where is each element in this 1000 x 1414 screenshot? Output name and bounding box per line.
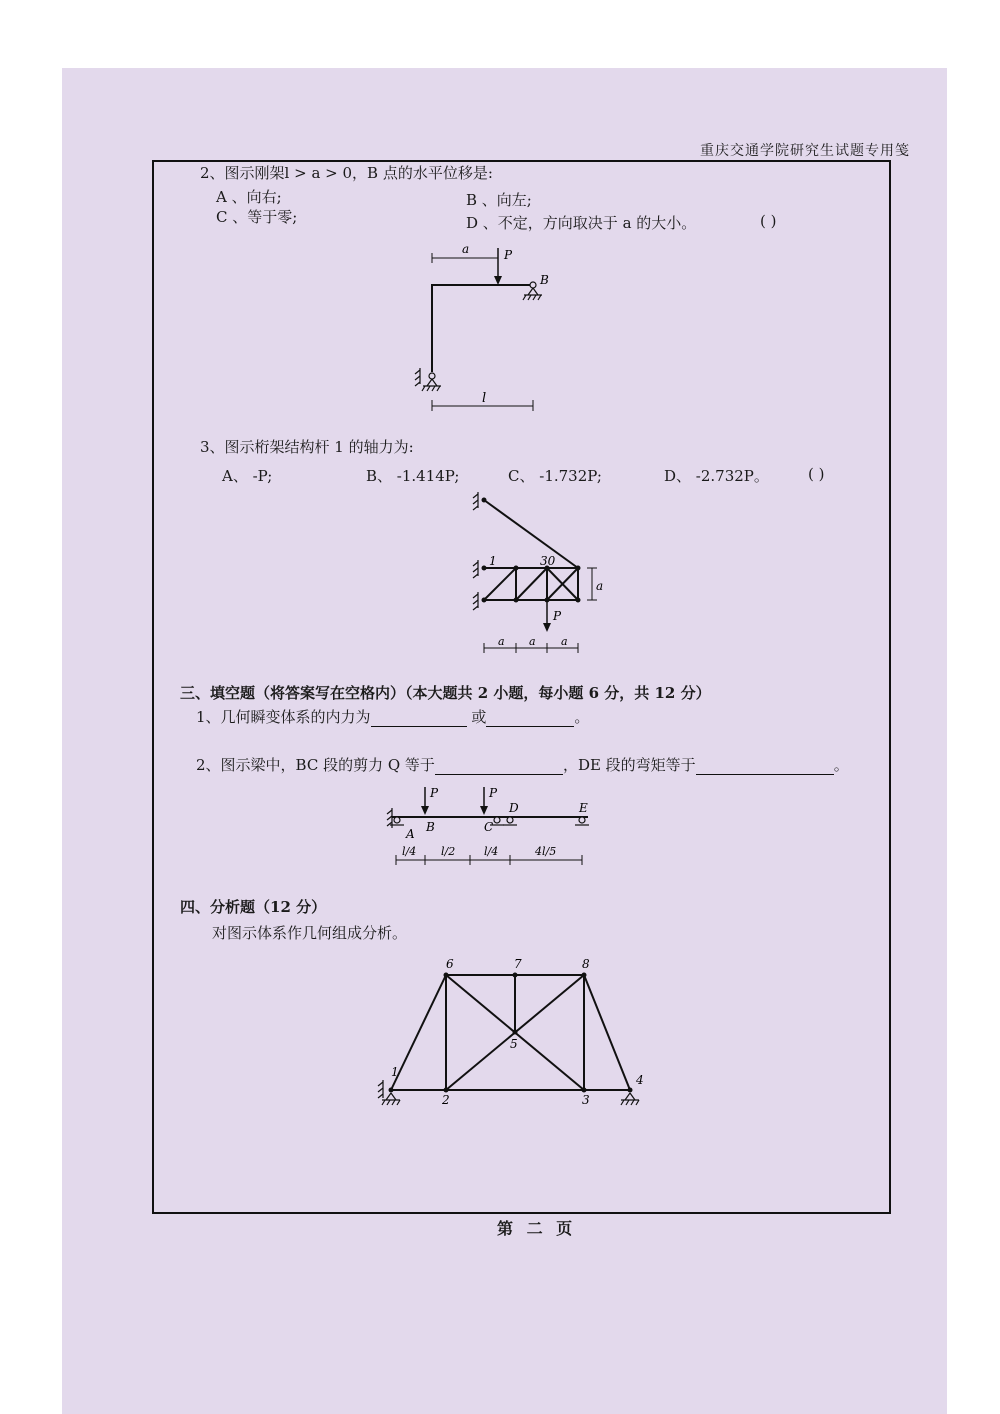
q2-answer-paren: ( ) — [760, 212, 777, 230]
section3-q1-or: 或 — [471, 708, 487, 726]
q2-option-d: D 、不定，方向取决于 a 的大小。 — [466, 214, 697, 232]
node-4: 4 — [636, 1073, 644, 1087]
node-3: 3 — [582, 1093, 590, 1107]
node-7: 7 — [514, 957, 522, 971]
label-p: P — [553, 609, 562, 623]
section3-q1-end: 。 — [574, 708, 590, 726]
label-member-1: 1 — [489, 554, 497, 568]
section3-q2-mid: ，DE 段的弯矩等于 — [562, 756, 696, 774]
node-2: 2 — [442, 1093, 450, 1107]
label-l: l — [482, 391, 487, 406]
q2-option-b: B 、向左; — [466, 191, 532, 209]
section3-q2-end: 。 — [833, 756, 849, 774]
q3-option-d: D、 -2.732P。 — [664, 467, 769, 485]
label-a: A — [406, 827, 415, 841]
label-a3: a — [561, 635, 568, 648]
node-8: 8 — [582, 957, 590, 971]
label-p2: P — [489, 786, 498, 800]
label-p1: P — [430, 786, 439, 800]
label-d: D — [509, 801, 519, 815]
q2-option-a: A 、向右; — [216, 188, 282, 206]
page-footer: 第 二 页 — [497, 1219, 577, 1238]
section3-title: 三、填空题（将答案写在空格内）（本大题共 2 小题，每小题 6 分，共 12 分） — [180, 684, 711, 702]
label-e: E — [579, 801, 588, 815]
label-b: B — [540, 273, 549, 287]
label-a-side: a — [596, 579, 604, 593]
q3-stem: 3、图示桁架结构杆 1 的轴力为: — [200, 438, 414, 456]
label-a1: a — [498, 635, 505, 648]
section4-title: 四、分析题（12 分） — [180, 898, 327, 916]
label-a: a — [462, 242, 470, 256]
q3-answer-paren: ( ) — [808, 465, 825, 483]
label-c: C — [484, 820, 494, 834]
q3-option-a: A、 -P; — [222, 467, 273, 485]
q2-stem: 2、图示刚架l > a > 0，B 点的水平位移是: — [200, 164, 493, 182]
node-6: 6 — [446, 957, 454, 971]
label-angle: 30 — [540, 554, 556, 568]
header-title: 重庆交通学院研究生试题专用笺 — [700, 143, 910, 159]
q3-option-b: B、 -1.414P; — [366, 467, 460, 485]
label-p: P — [504, 248, 513, 262]
label-d4: 4l/5 — [535, 845, 557, 858]
structure-supports — [378, 1080, 639, 1105]
section3-q1-text: 1、几何瞬变体系的内力为 — [196, 708, 371, 726]
label-d2: l/2 — [441, 845, 456, 858]
label-d1: l/4 — [402, 845, 417, 858]
q2-option-c: C 、等于零; — [216, 208, 298, 226]
label-d3: l/4 — [484, 845, 499, 858]
label-b: B — [426, 820, 435, 834]
section4-text: 对图示体系作几何组成分析。 — [212, 924, 408, 942]
node-5: 5 — [510, 1037, 518, 1051]
label-a2: a — [529, 635, 536, 648]
node-1: 1 — [391, 1065, 399, 1079]
section3-q2-text: 2、图示梁中，BC 段的剪力 Q 等于 — [196, 756, 435, 774]
q3-option-c: C、 -1.732P; — [508, 467, 602, 485]
